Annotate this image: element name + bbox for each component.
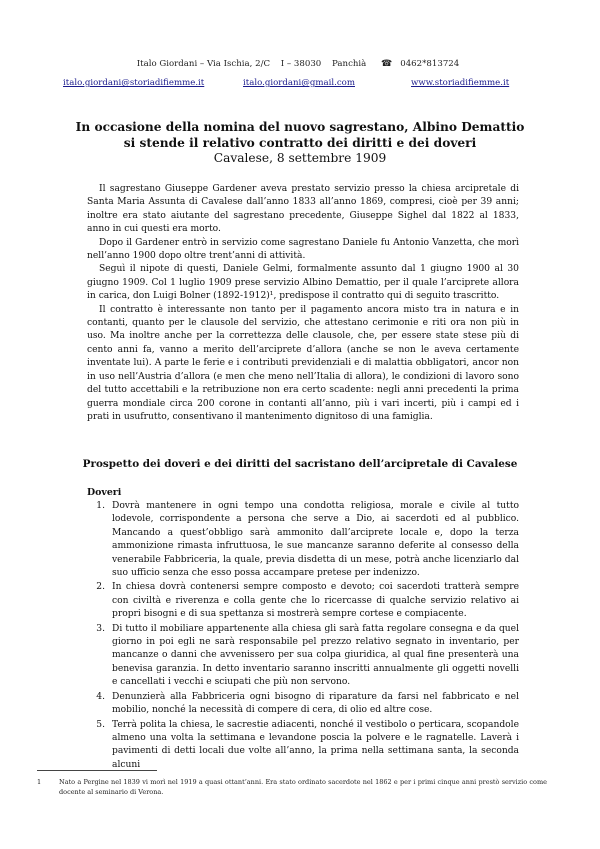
item-text: Denunzierà alla Fabbriceria ogni bisogno di riparature da farsi nel fabbricato e nel mobilio, nonché la necessità di compere di cera, di olio ed altre cose. <box>112 691 519 716</box>
phone-number: 0462*813724 <box>400 59 460 69</box>
paragraph: Il sagrestano Giuseppe Gardener aveva prestato servizio presso la chiesa arcipretale di Santa Maria Assunta di Cavalese dall’anno 1833 all’anno 1869, compresi, cioè per 39 anni; inoltre era stato aiutante del sagrestano precedente, Giuseppe Sighel dal 1822 al 1833, anno in cui questi era morto. <box>87 184 519 235</box>
town: Panchià <box>332 59 367 69</box>
item-text: Dovrà mantenere in ogni tempo una condotta religiosa, morale e civile al tutto lodevole, corrispondente a persona che serve a Dio, ai sacerdoti ed al pubblico. Mancando a quest’obbligo sarà ammonito dall’arciprete locale e, dopo la terza ammonizione rimasta infruttuosa, le sue mancanze saranno deferite al consesso della venerabile Fabbriceria, la quale, previa disdetta di un mese, potrà anche licenziarlo dal suo ufficio senza che esso possa accampare pretese per indenizzo. <box>112 501 519 579</box>
list-item <box>87 500 519 580</box>
paragraph: Il contratto è interessante non tanto per il pagamento ancora misto tra in natura e in contanti, quanto per le clausole del servizio, che attestano cerimonie e riti ora non più in uso. Ma inoltre anche per la correttezza delle clausole, che, per essere state stese più di cento anni fa, vanno a merito dell’arciprete d’allora (anche se non le aveva certamente inventate lui). A parte le ferie e i contributi previdenziali e di malattia obbligatori, ancor non in uso nell’Austria d’allora (e men che meno nell’Italia di allora), le condizioni di lavoro sono del tutto accettabili e la retribuzione non era certo scadente: negli anni precedenti la prima guerra mondiale circa 200 corone in contanti all’anno, più i vari incerti, più i campi ed i prati in usufrutto, consentivano il mantenimento dignitoso di una famiglia. <box>87 304 519 422</box>
paragraph: Dopo il Gardener entrò in servizio come sagrestano Daniele fu Antonio Vanzetta, che morì nell’anno 1900 dopo oltre trent’anni di attività. <box>87 237 519 262</box>
document-title <box>0 120 600 167</box>
item-text: Terrà polita la chiesa, le sacrestie adiacenti, nonché il vestibolo o perticara, scopandole almeno una volta la settimana e levandone poscia la polvere e le ragnatelle. Laverà i pavimenti di detti locali due volte all’anno, la prima nella settimana santa, la seconda alcuni <box>112 719 519 770</box>
paragraph: Seguì il nipote di questi, Daniele Gelmi, formalmente assunto dal 1 giugno 1900 al 30 giugno 1909. Col 1 luglio 1909 prese servizio Albino Demattio, per il quale l’arciprete allora in carica, don Luigi Bolner (1892-1912)¹, predispose il contratto qui di seguito trascritto. <box>87 264 519 302</box>
section-heading-prospetto: Prospetto dei doveri e dei diritti del sacristano dell’arcipretale di Cavalese <box>82 458 518 470</box>
item-text: In chiesa dovrà contenersi sempre composto e devoto; coi sacerdoti tratterà sempre con civiltà e riverenza e colla gente che lo ricercasse di qualche servizio relativo ai propri bisogni e di sua spettanza si mostrerà sempre cortese e compiacente. <box>112 582 519 620</box>
telephone-icon: ☎ <box>381 59 393 69</box>
list-item <box>87 581 519 621</box>
letterhead-address <box>0 59 600 69</box>
title-date-line: Cavalese, 8 settembre 1909 <box>213 151 387 165</box>
email-link-gmail[interactable]: italo.giordani@gmail.com <box>243 78 355 88</box>
postcode: I – 38030 <box>280 59 322 69</box>
intro-text <box>87 183 519 424</box>
author-address: Italo Giordani – Via Ischia, 2/C <box>136 59 271 69</box>
list-item <box>87 719 519 773</box>
website-link[interactable]: www.storiadifiemme.it <box>411 78 510 88</box>
doveri-list <box>87 500 519 773</box>
title-line-1: In occasione della nomina del nuovo sagrestano, Albino Demattio <box>75 120 525 134</box>
email-link-storiadifiemme[interactable]: italo.giordani@storiadifiemme.it <box>63 78 205 88</box>
footnote-text: Nato a Pergine nel 1839 vi morì nel 1919 a quasi ottant’anni. Era stato ordinato sacerdote nel 1862 e per i primi cinque anni prestò servizio come docente al seminario di Verona. <box>59 778 547 796</box>
title-line-2: si stende il relativo contratto dei diritti e dei doveri <box>123 135 477 150</box>
phone <box>377 59 463 69</box>
list-item <box>87 623 519 690</box>
list-item <box>87 691 519 718</box>
item-number: 5. <box>96 719 105 730</box>
item-number: 3. <box>96 623 105 634</box>
subheading-doveri: Doveri <box>87 487 122 498</box>
footnote-number: 1 <box>37 778 42 786</box>
footnote-divider <box>37 770 157 771</box>
item-number: 1. <box>96 501 105 511</box>
item-text: Di tutto il mobiliare appartenente alla chiesa gli sarà fatta regolare consegna e da quel giorno in poi egli ne sarà responsabile pel prezzo relativo segnato in inventario, per mancanze o danni che avvenissero per sua colpa giuridica, al qual fine presenterà una benevisa garanzia. In detto inventario saranno inscritti annualmente gli oggetti novelli e cancellati i vecchi e sciupati che più non servono. <box>112 623 519 688</box>
footnote <box>37 777 547 797</box>
item-number: 2. <box>96 582 105 593</box>
item-number: 4. <box>96 691 105 702</box>
